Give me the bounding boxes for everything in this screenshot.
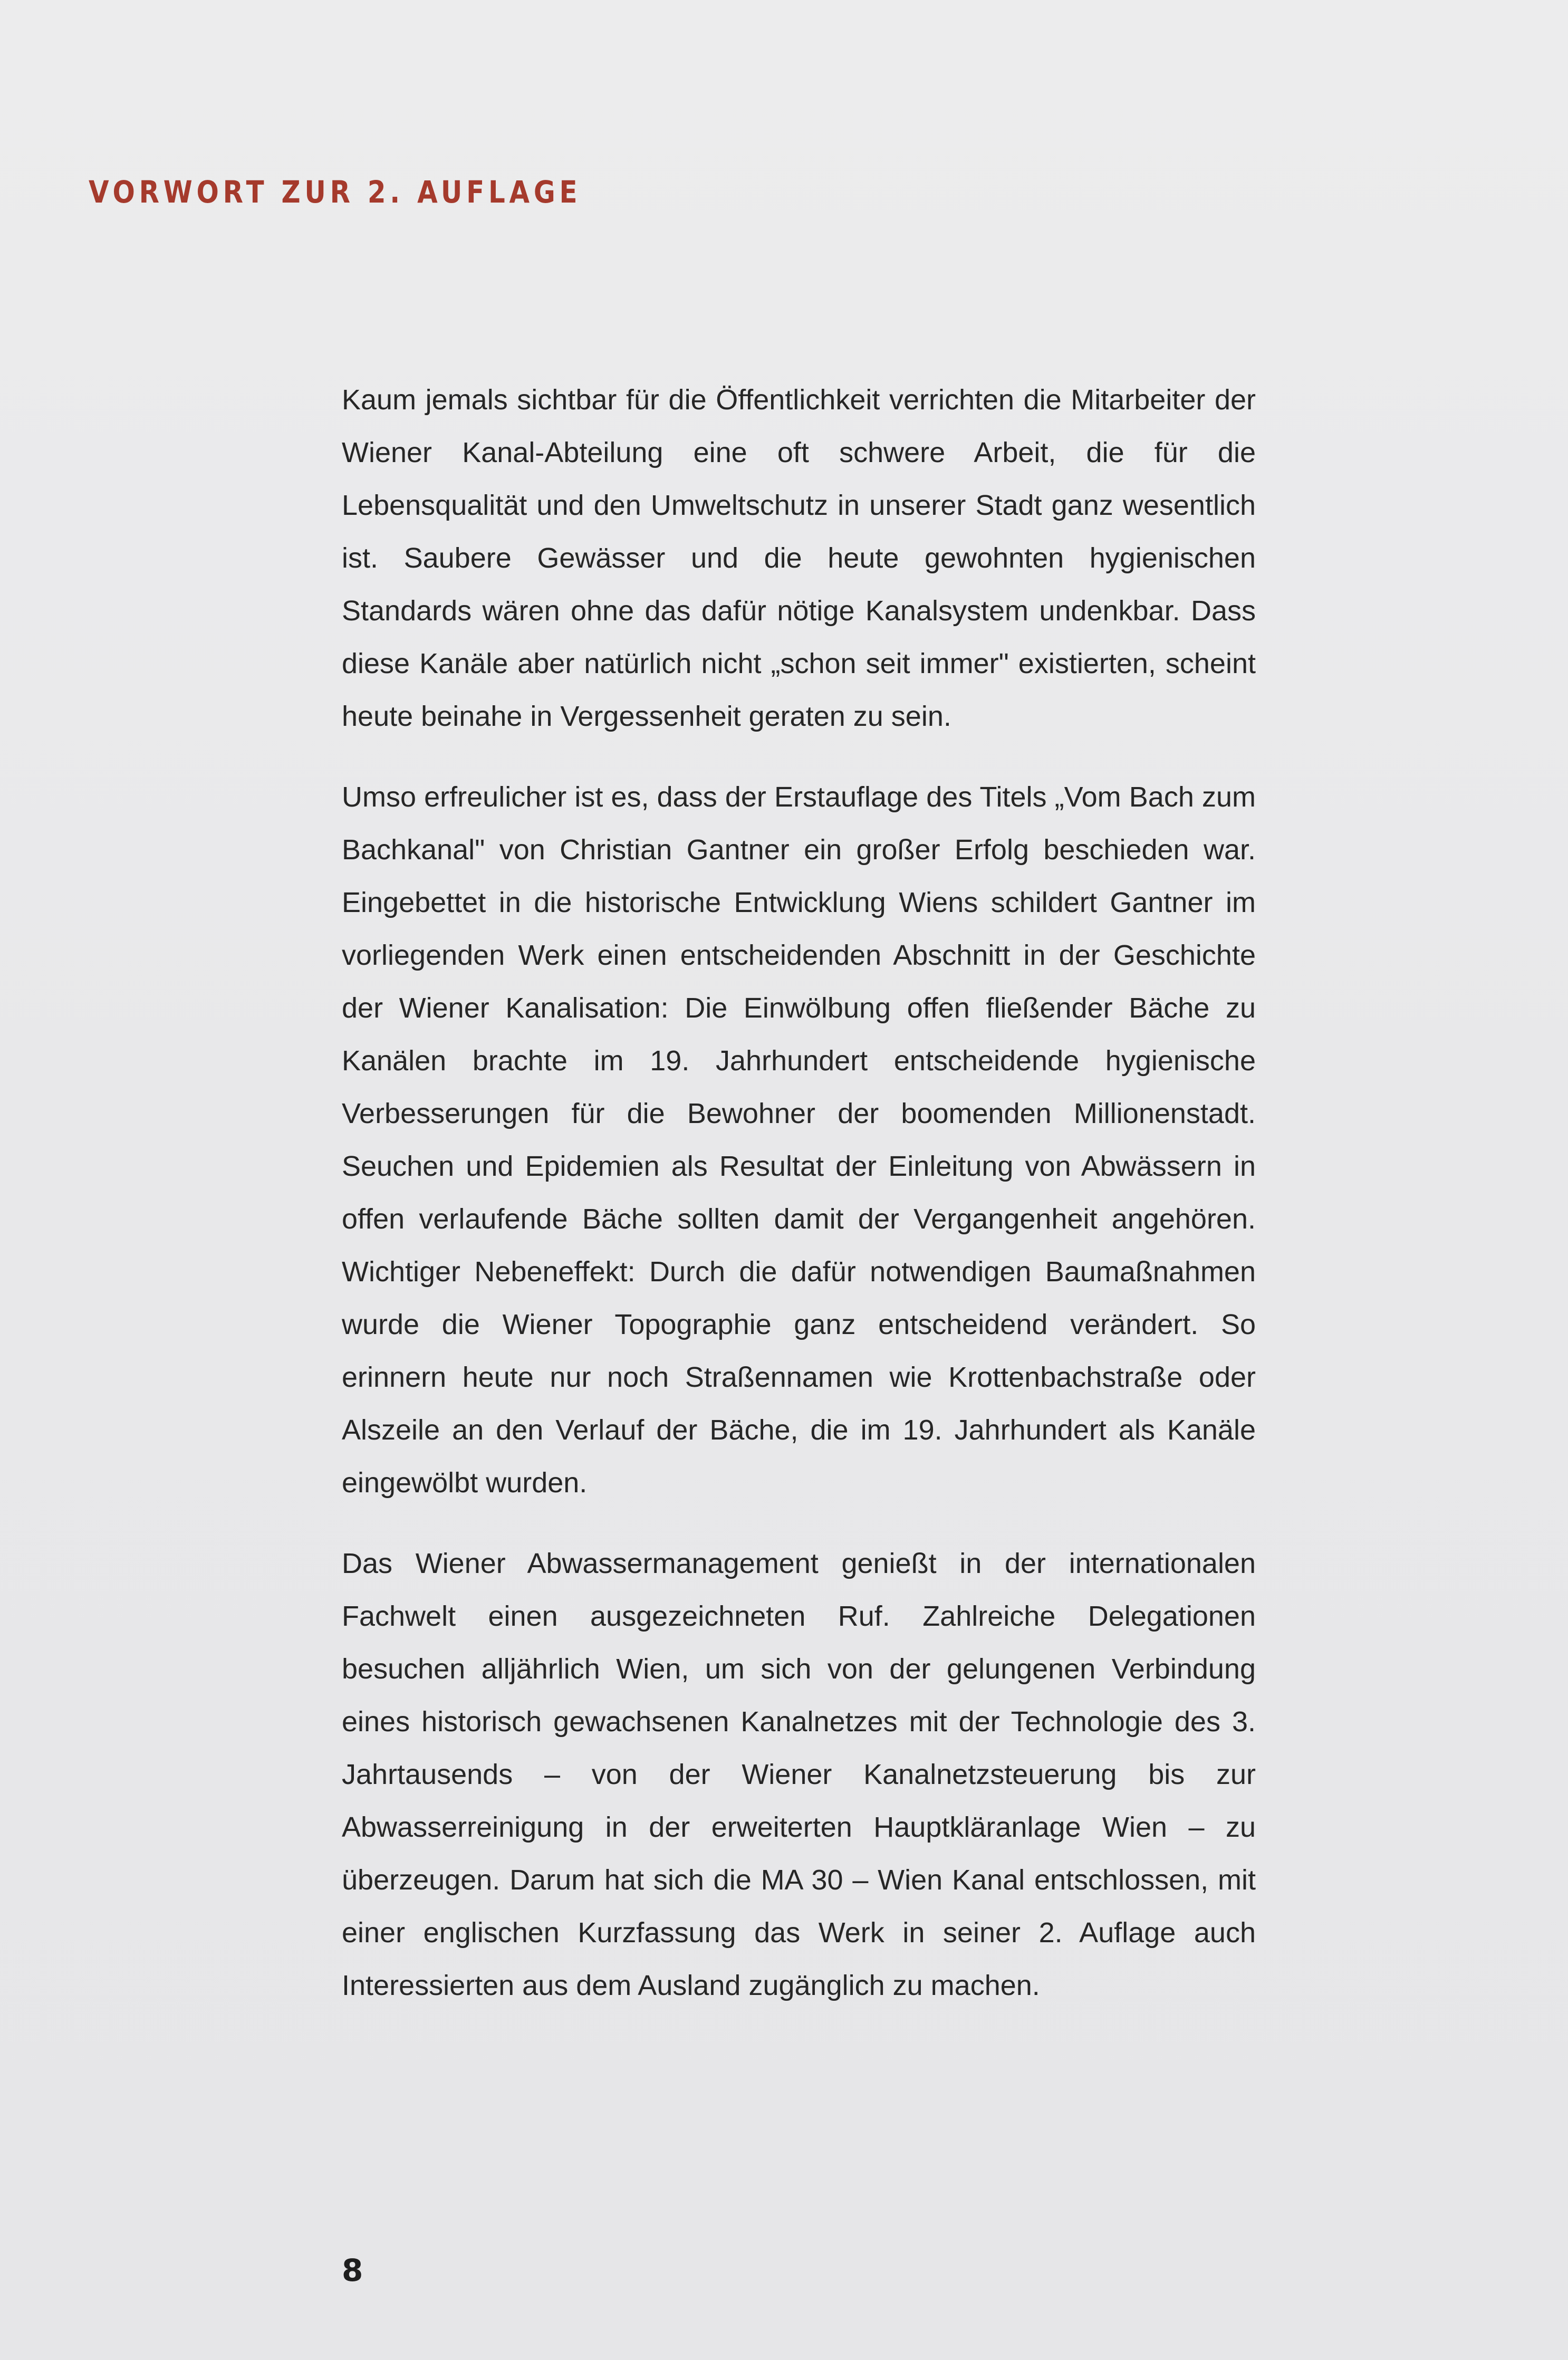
body-text [342,373,1256,2040]
paragraph: Kaum jemals sichtbar für die Öffentlichkeit verrichten die Mitarbeiter der Wiener Kanal-Abteilung eine oft schwere Arbeit, die für die Lebensqualität und den Umweltschutz in unserer Stadt ganz wesentlich ist. Saubere Gewässer und die heute gewohnten hygienischen Standards wären ohne das dafür nötige Kanalsystem undenkbar. Dass diese Kanäle aber natürlich nicht „schon seit immer" existierten, scheint heute beinahe in Vergessenheit geraten zu sein. [342,384,1256,732]
paragraph: Umso erfreulicher ist es, dass der Erstauflage des Titels „Vom Bach zum Bachkanal" von Christian Gantner ein großer Erfolg beschieden war. Eingebettet in die historische Entwicklung Wiens schildert Gantner im vorliegenden Werk einen entscheidenden Abschnitt in der Geschichte der Wiener Kanalisation: Die Einwölbung offen fließender Bäche zu Kanälen brachte im 19. Jahrhundert entscheidende hygienische Verbesserungen für die Bewohner der boomenden Millionenstadt. Seuchen und Epidemien als Resultat der Einleitung von Abwässern in offen verlaufende Bäche sollten damit der Vergangenheit angehören. Wichtiger Nebeneffekt: Durch die dafür notwendigen Baumaßnahmen wurde die Wiener Topographie ganz entscheidend verändert. So erinnern heute nur noch Straßennamen wie Krottenbachstraße oder Alszeile an den Verlauf der Bäche, die im 19. Jahrhundert als Kanäle eingewölbt wurden. [342,781,1256,1499]
page-number: 8 [342,2252,363,2288]
paragraph: Das Wiener Abwassermanagement genießt in der internationalen Fachwelt einen ausgezeichneten Ruf. Zahlreiche Delegationen besuchen alljährlich Wien, um sich von der gelungenen Verbindung eines historisch gewachsenen Kanalnetzes mit der Technologie des 3. Jahrtausends – von der Wiener Kanalnetzsteuerung bis zur Abwasserreinigung in der erweiterten Hauptkläranlage Wien – zu überzeugen. Darum hat sich die MA 30 – Wien Kanal entschlossen, mit einer englischen Kurzfassung das Werk in seiner 2. Auflage auch Interessierten aus dem Ausland zugänglich zu machen. [342,1548,1256,2001]
page-heading: VORWORT ZUR 2. AUFLAGE [89,174,582,210]
